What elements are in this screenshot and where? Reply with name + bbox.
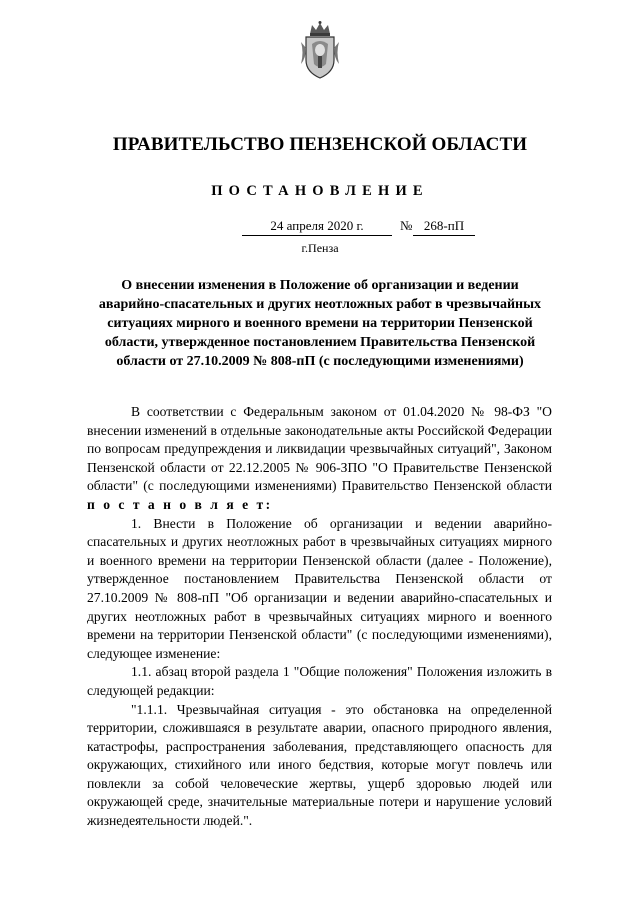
decides-word: п о с т а н о в л я е т:	[87, 496, 273, 512]
coat-of-arms-icon	[298, 20, 342, 82]
decree-date: 24 апреля 2020 г.	[242, 218, 392, 236]
quote-paragraph: "1.1.1. Чрезвычайная ситуация - это обстановка на определенной территории, сложившаяся в результате аварии, опасного природного явления, катастрофы, распространения заболевания, представляющего опасность для окружающих, стихийного или иного бедствия, которые могут повлечь или повлекли за собой человеческие жертвы, ущерб здоровью людей или окружающей среде, значительные материальные потери и нарушение условий жизнедеятельности людей.".	[87, 701, 552, 829]
item-1-1-paragraph: 1.1. абзац второй раздела 1 "Общие положения" Положения изложить в следующей редакции:	[87, 664, 552, 698]
decree-subject: О внесении изменения в Положение об организации и ведении аварийно-спасательных и других неотложных работ в чрезвычайных ситуациях мирного и военного времени на территории Пензенской области, утвержденное постановлением Правительства Пензенской области от 27.10.2009 № 808-пП (с последующими изменениями)	[98, 278, 542, 369]
city: г.Пенза	[301, 241, 339, 255]
government-title: ПРАВИТЕЛЬСТВО ПЕНЗЕНСКОЙ ОБЛАСТИ	[112, 134, 528, 155]
preamble-text: В соответствии с Федеральным законом от 01.04.2020 № 98-ФЗ "О внесении изменений в отдельные законодательные акты Российской Федерации по вопросам предупреждения и ликвидации чрезвычайных ситуаций", Законом Пензенской области от 22.12.2005 № 906-ЗПО "О Правительстве Пензенской области" (с последующими изменениями) Правительство Пензенской области	[87, 404, 552, 494]
item-1-paragraph: 1. Внести в Положение об организации и ведении аварийно-спасательных и других неотложных работ в чрезвычайных ситуациях мирного и военного времени на территории Пензенской области (далее - Положение), утвержденное постановлением Правительства Пензенской области от 27.10.2009 № 808-пП "Об организации и ведении аварийно-спасательных и других неотложных работ в чрезвычайных ситуациях мирного и военного времени на территории Пензенской области" (с последующими изменениями), следующее изменение:	[87, 515, 552, 661]
decree-title: ПОСТАНОВЛЕНИЕ	[211, 183, 429, 199]
decree-number: 268-пП	[413, 218, 475, 236]
number-sign: №	[400, 218, 413, 233]
decree-body	[87, 403, 552, 831]
preamble-paragraph	[87, 403, 552, 515]
